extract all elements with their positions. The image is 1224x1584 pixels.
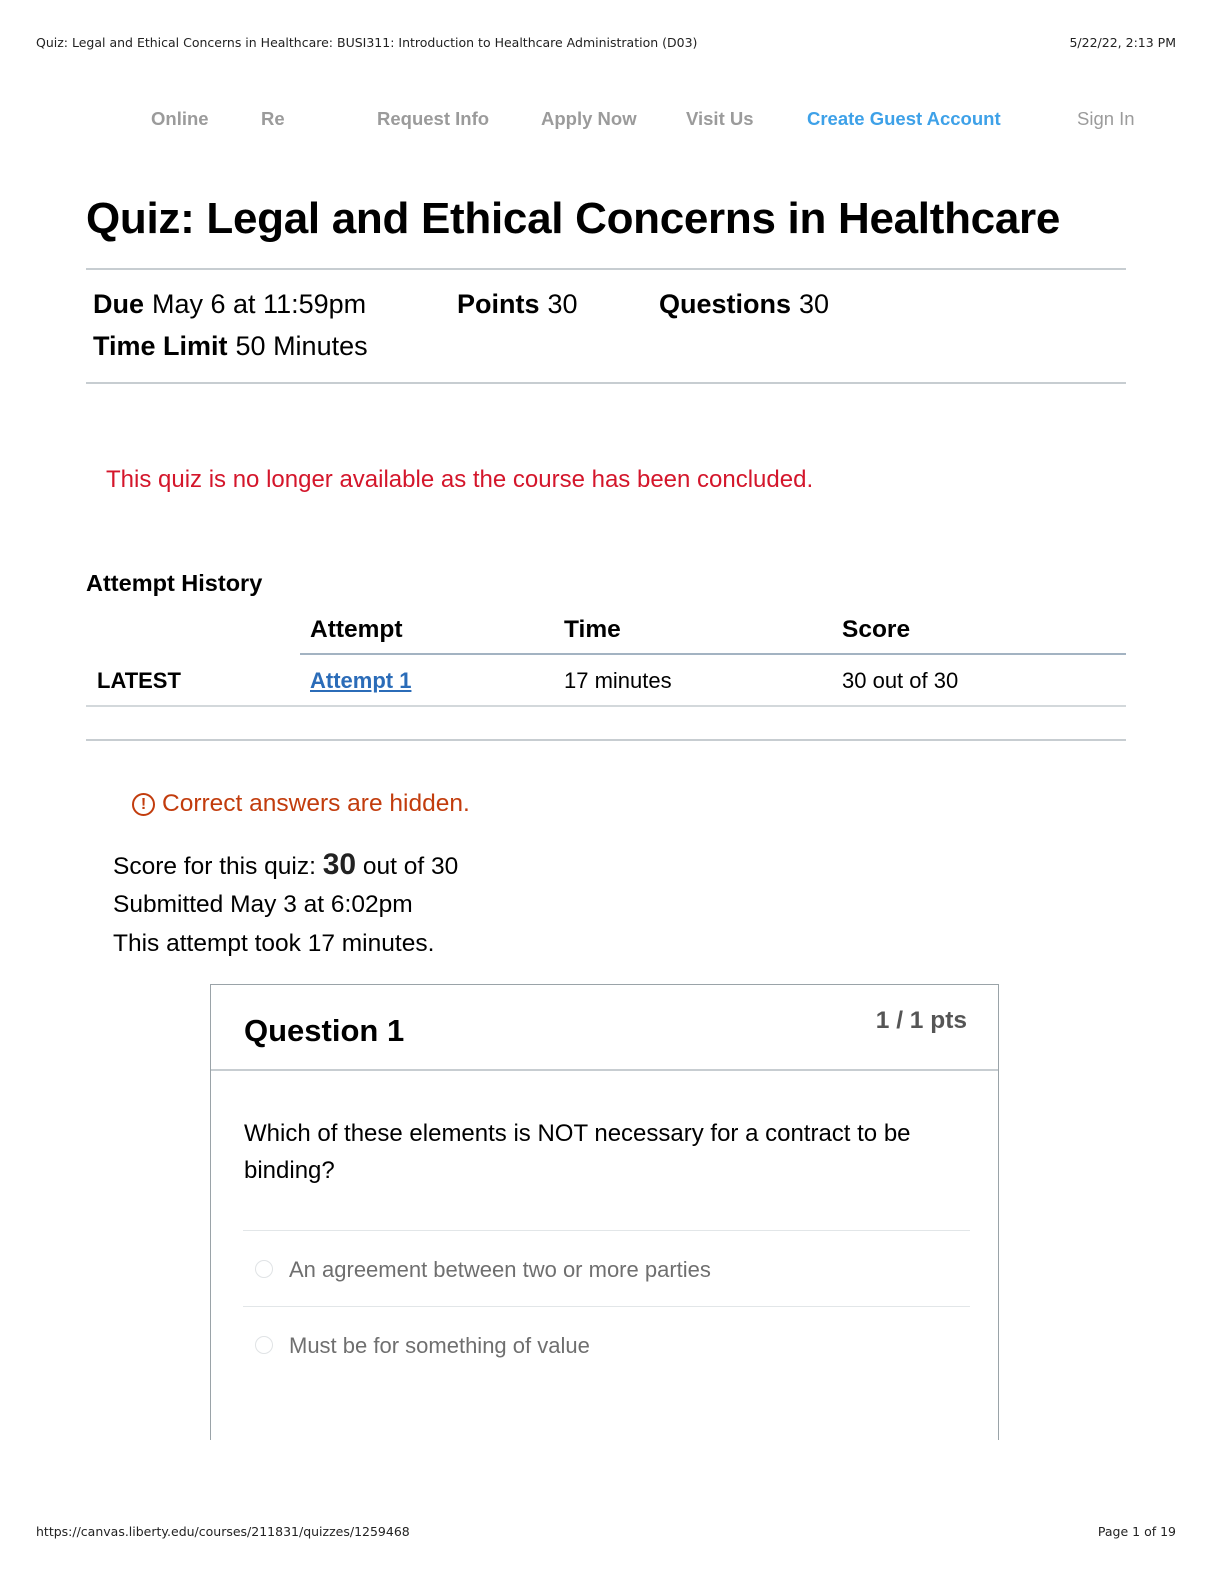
due-label: Due: [93, 289, 145, 319]
warning-icon: !: [132, 793, 155, 816]
question-text: Which of these elements is NOT necessary for a contract to be binding?: [244, 1120, 911, 1184]
table-row-divider: [86, 705, 1126, 707]
answer-divider: [243, 1230, 970, 1231]
due-info: [93, 289, 366, 320]
table-header-divider: [300, 653, 1126, 655]
points-label: Points: [457, 289, 540, 319]
duration-line: This attempt took 17 minutes.: [113, 930, 435, 957]
meta-divider: [86, 382, 1126, 384]
answer-text: An agreement between two or more parties: [289, 1257, 711, 1282]
section-divider: [86, 739, 1126, 741]
answer-divider: [243, 1306, 970, 1307]
row-latest-label: LATEST: [97, 668, 181, 693]
answers-hidden-note: [132, 790, 470, 818]
answer-option[interactable]: [289, 1257, 711, 1283]
print-header-title: Quiz: Legal and Ethical Concerns in Healthcare: BUSI311: Introduction to Healthcare Administration (D03): [36, 35, 698, 50]
question-points: 1 / 1 pts: [875, 1007, 967, 1034]
attempt-1-link[interactable]: Attempt 1: [310, 668, 412, 693]
print-header: [36, 35, 1176, 50]
score-prefix: Score for this quiz:: [113, 853, 323, 880]
column-header-score: Score: [842, 616, 911, 643]
row-score: 30 out of 30: [842, 668, 959, 693]
time-limit-value: 50 Minutes: [235, 331, 368, 361]
time-limit-label: Time Limit: [93, 331, 228, 361]
page-title: Quiz: Legal and Ethical Concerns in Healthcare: [86, 194, 1060, 243]
row-time: 17 minutes: [564, 668, 672, 693]
print-footer: [36, 1524, 1176, 1539]
questions-info: [659, 289, 829, 320]
quiz-score-line: [113, 848, 458, 882]
column-header-time: Time: [564, 616, 621, 643]
column-header-attempt: Attempt: [310, 616, 403, 643]
points-info: [457, 289, 578, 320]
title-divider: [86, 268, 1126, 270]
score-value: 30: [322, 848, 357, 881]
due-value: May 6 at 11:59pm: [152, 289, 367, 319]
course-concluded-notice: This quiz is no longer available as the course has been concluded.: [106, 466, 814, 493]
print-footer-url: https://canvas.liberty.edu/courses/211831/quizzes/1259468: [36, 1524, 410, 1539]
questions-label: Questions: [659, 289, 792, 319]
radio-button-icon[interactable]: [255, 1336, 273, 1354]
print-header-datetime: 5/22/22, 2:13 PM: [1069, 35, 1176, 50]
questions-value: 30: [799, 289, 830, 319]
submitted-line: Submitted May 3 at 6:02pm: [113, 891, 413, 918]
nav-visit-us[interactable]: Visit Us: [686, 108, 754, 129]
points-value: 30: [547, 289, 578, 319]
nav-create-guest-account[interactable]: Create Guest Account: [807, 108, 1001, 129]
top-nav: [0, 108, 1224, 134]
nav-truncated-label: Re: [261, 108, 285, 129]
answer-text: Must be for something of value: [289, 1333, 590, 1358]
nav-request-info[interactable]: Request Info: [377, 108, 490, 129]
page-bottom-margin: [0, 1440, 1224, 1584]
answer-option[interactable]: [289, 1333, 590, 1359]
attempt-history-title: Attempt History: [86, 570, 263, 596]
nav-truncated-item[interactable]: [261, 108, 285, 130]
answers-hidden-text: Correct answers are hidden.: [162, 790, 470, 817]
nav-sign-in[interactable]: Sign In: [1077, 108, 1135, 129]
nav-online[interactable]: Online: [151, 108, 209, 129]
question-header: [211, 985, 998, 1071]
time-limit-info: [93, 331, 368, 362]
radio-button-icon[interactable]: [255, 1260, 273, 1278]
print-footer-page: Page 1 of 19: [1097, 1524, 1176, 1539]
score-suffix: out of 30: [356, 853, 459, 880]
nav-apply-now[interactable]: Apply Now: [541, 108, 637, 129]
question-label: Question 1: [244, 1013, 405, 1048]
